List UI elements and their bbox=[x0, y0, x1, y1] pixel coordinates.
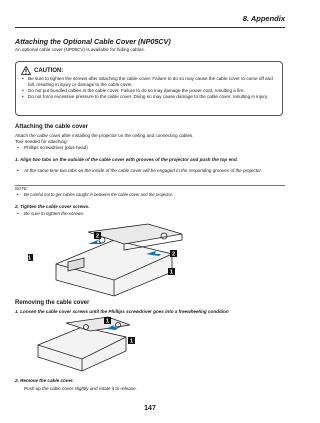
caution-list bbox=[22, 76, 277, 101]
attach-line2: Tool needed for attaching: bbox=[15, 139, 68, 144]
caution-label: CAUTION: bbox=[34, 67, 64, 74]
attach-heading: Attaching the cable cover bbox=[15, 124, 89, 130]
header-rule bbox=[15, 27, 285, 28]
attach-step1: 1. Align two tabs on the outside of the cable cover with grooves of the projector and push the top end. bbox=[15, 157, 238, 162]
attach-line1: Attach the cable cover after installing the projector on the ceiling and connecting cables. bbox=[15, 133, 194, 138]
remove-heading: Removing the cable cover bbox=[15, 300, 90, 306]
attach-illustration bbox=[28, 220, 198, 300]
callout-label: 1 bbox=[28, 255, 32, 262]
caution-item: • Do not put bundled cables in the cable cover. Failure to do so may damage the power cord, resulting a fire. bbox=[22, 88, 277, 94]
page-title: Attaching the Optional Cable Cover (NP05CV) bbox=[15, 37, 171, 46]
header-section-title: 8. Appendix bbox=[242, 14, 285, 23]
note-label: NOTE: bbox=[15, 186, 28, 191]
remove-step2: 2. Remove the cable cover. bbox=[15, 378, 74, 383]
callout-label: 1 bbox=[169, 269, 174, 276]
note-text: • Be careful not to get cables caught in between the cable cover and the projector. bbox=[24, 192, 173, 197]
caution-item: • Be sure to tighten the screws after attaching the cable cover. Failure to do so may cause the cable cover to come off and fall, resulting in injury or damage to the cable cover. bbox=[22, 76, 277, 87]
page-number: 147 bbox=[144, 405, 156, 412]
callout-label: 1 bbox=[105, 318, 110, 325]
callout-label: 2 bbox=[95, 233, 100, 240]
attach-step2: 2. Tighten the cable cover screws. bbox=[15, 204, 90, 209]
attach-step2-bullet: • Be sure to tighten the screws. bbox=[24, 211, 85, 217]
remove-step1: 1. Loosen the cable cover screws until the Phillips screwdriver goes into a freewheeling condition bbox=[15, 309, 229, 314]
tool-text: Phillips screwdriver (plus-head) bbox=[24, 145, 88, 150]
intro-text: An optional cable cover (NP05CV) is available for hiding cables. bbox=[15, 47, 145, 52]
attach-step1-bullet: • At the same time two tabs on the inside of the cable cover will be engaged in the responding grooves of the projector. bbox=[24, 168, 282, 174]
callout-label: 2 bbox=[171, 251, 176, 258]
caution-item: • Do not force excessive pressure to the cable cover. Doing so may cause damage to the cable cover, resulting in injury. bbox=[22, 94, 277, 100]
tool-item: • Phillips screwdriver (plus-head) bbox=[17, 145, 88, 150]
remove-step2-text: Push up the cable cover slightly and rotate it to release. bbox=[24, 386, 137, 391]
warning-icon bbox=[21, 66, 31, 75]
note-rule bbox=[15, 185, 285, 186]
remove-illustration bbox=[30, 315, 140, 377]
callout-label: 1 bbox=[129, 338, 134, 345]
caution-box bbox=[15, 61, 283, 116]
